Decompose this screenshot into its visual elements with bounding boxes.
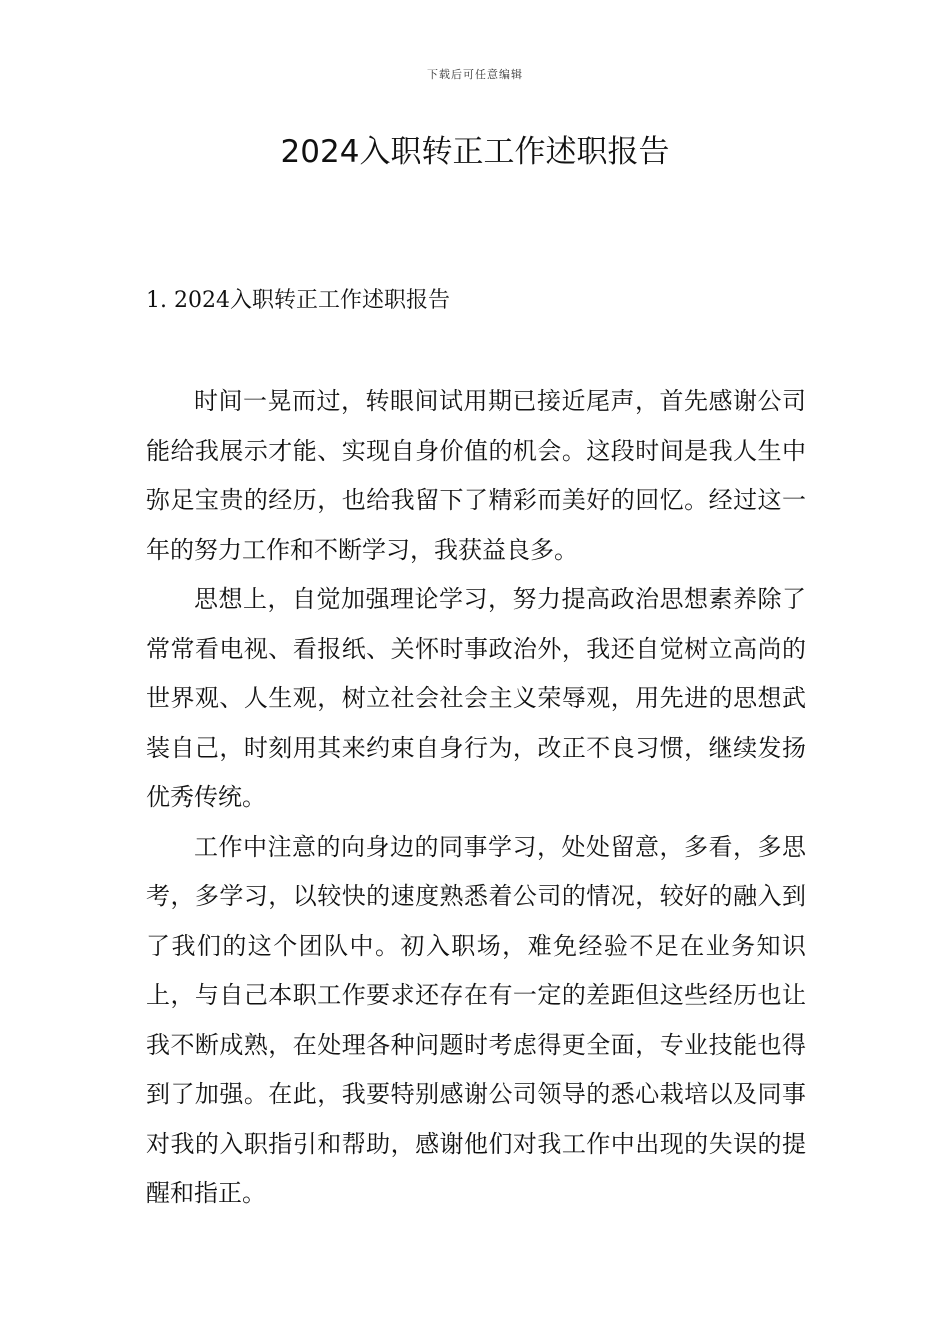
document-title: 2024入职转正工作述职报告 [280,134,670,170]
document-body [146,377,806,1219]
paragraph-1: 时间一晃而过，转眼间试用期已接近尾声，首先感谢公司能给我展示才能、实现自身价值的机会。这段时间是我人生中弥足宝贵的经历，也给我留下了精彩而美好的回忆。经过这一年的努力工作和不断学习，我获益良多。 [146,387,806,564]
section-heading: 1. 2024入职转正工作述职报告 [146,288,450,313]
paragraph-2: 思想上，自觉加强理论学习，努力提高政治思想素养除了常常看电视、看报纸、关怀时事政治外，我还自觉树立高尚的世界观、人生观，树立社会社会主义荣辱观，用先进的思想武装自己，时刻用其来约束自身行为，改正不良习惯，继续发扬优秀传统。 [146,585,806,811]
paragraph-3: 工作中注意的向身边的同事学习，处处留意，多看，多思考，多学习，以较快的速度熟悉着公司的情况，较好的融入到了我们的这个团队中。初入职场，难免经验不足在业务知识上，与自己本职工作要求还存在有一定的差距但这些经历也让我不断成熟，在处理各种问题时考虑得更全面，专业技能也得到了加强。在此，我要特别感谢公司领导的悉心栽培以及同事对我的入职指引和帮助，感谢他们对我工作中出现的失误的提醒和指正。 [146,832,806,1207]
header-note: 下载后可任意编辑 [427,68,523,81]
